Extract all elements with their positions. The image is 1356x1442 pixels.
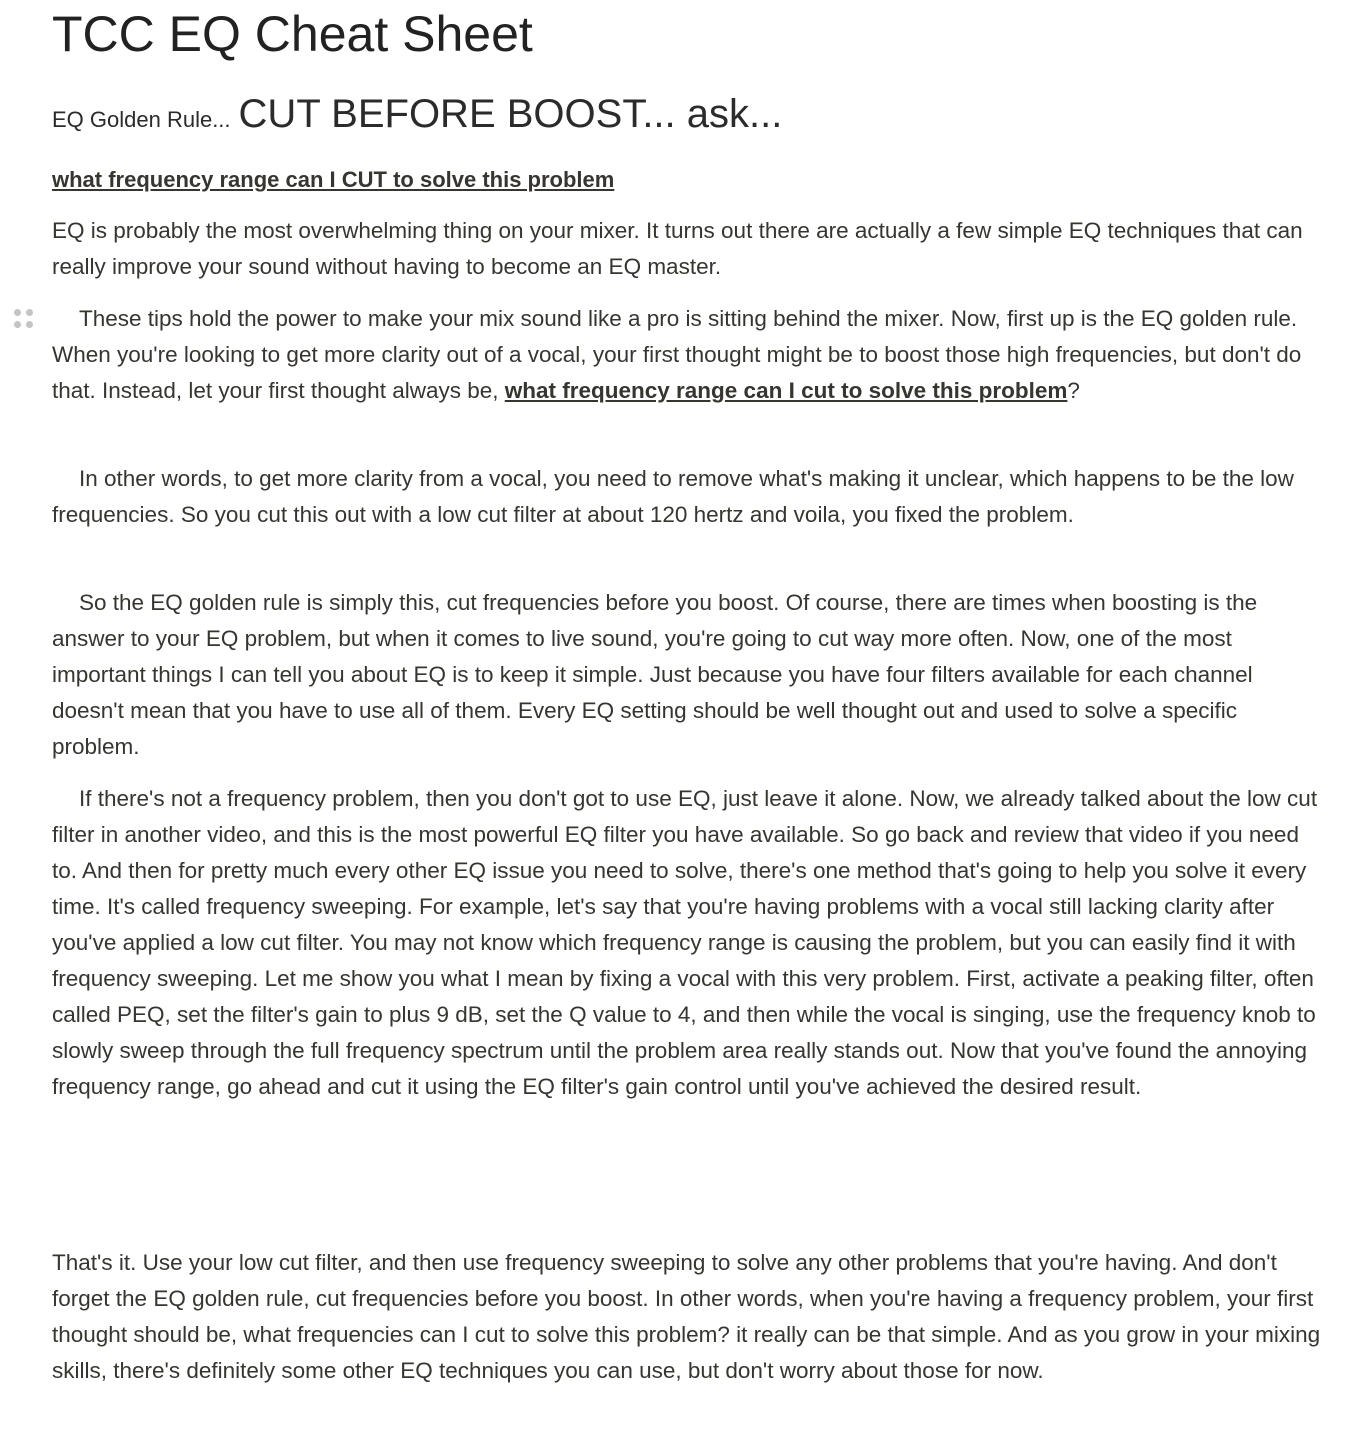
question-mark: ? <box>1067 378 1080 403</box>
paragraph-clarity: In other words, to get more clarity from a vocal, you need to remove what's making it unclear, which happens to be the low frequencies. So you cut this out with a low cut filter at about 120 hertz and voila, you fixed the problem. <box>52 466 1294 527</box>
paragraph-summary: That's it. Use your low cut filter, and then use frequency sweeping to solve any other problems that you're having. And don't forget the EQ golden rule, cut frequencies before you boost. In other words, when you're having a frequency problem, your first thought should be, what frequencies can I cut to solve this problem? it really can be that simple. And as you grow in your mixing skills, there's definitely some other EQ techniques you can use, but don't worry about those for now. <box>52 1250 1321 1383</box>
emphasized-question: what frequency range can I cut to solve this problem <box>504 378 1068 403</box>
paragraph-intro: EQ is probably the most overwhelming thing on your mixer. It turns out there are actually a few simple EQ techniques that can really improve your sound without having to become an EQ master. <box>52 218 1303 279</box>
golden-rule-prefix: EQ Golden Rule... <box>52 107 231 132</box>
drag-dot <box>14 309 21 316</box>
golden-rule-headline: CUT BEFORE BOOST... ask... <box>238 92 783 136</box>
key-question: what frequency range can I CUT to solve this problem <box>52 167 615 192</box>
drag-dot <box>26 309 33 316</box>
golden-rule-heading <box>52 92 782 137</box>
paragraph-text: These tips hold the power to make your mix sound like a pro is sitting behind the mixer. Now, first up is the EQ golden rule. When you're looking to get more clarity out of a vocal, your first thought might be to boost those high frequencies, but don't do that. Instead, let your first thought always be, <box>52 306 1302 403</box>
drag-dot <box>26 321 33 328</box>
paragraph-frequency-sweeping: If there's not a frequency problem, then you don't got to use EQ, just leave it alone. Now, we already talked about the low cut filter in another video, and this is the most powerful EQ filter you have available. So go back and review that video if you need to. And then for pretty much every other EQ issue you need to solve, there's one method that's going to help you solve it every time. It's called frequency sweeping. For example, let's say that you're having problems with a vocal still lacking clarity after you've applied a low cut filter. You may not know which frequency range is causing the problem, but you can easily find it with frequency sweeping. Let me show you what I mean by fixing a vocal with this very problem. First, activate a peaking filter, often called PEQ, set the filter's gain to plus 9 dB, set the Q value to 4, and then while the vocal is singing, use the frequency knob to slowly sweep through the full frequency spectrum until the problem area really stands out. Now that you've found the annoying frequency range, go ahead and cut it using the EQ filter's gain control until you've achieved the desired result. <box>52 786 1318 1099</box>
paragraph-keep-simple: So the EQ golden rule is simply this, cut frequencies before you boost. Of course, there are times when boosting is the answer to your EQ problem, but when it comes to live sound, you're going to cut way more often. Now, one of the most important things I can tell you about EQ is to keep it simple. Just because you have four filters available for each channel doesn't mean that you have to use all of them. Every EQ setting should be well thought out and used to solve a specific problem. <box>52 590 1258 759</box>
drag-handle-icon[interactable] <box>14 309 36 331</box>
page-title: TCC EQ Cheat Sheet <box>52 6 533 62</box>
paragraph-golden-rule <box>52 301 1322 409</box>
drag-dot <box>14 321 21 328</box>
